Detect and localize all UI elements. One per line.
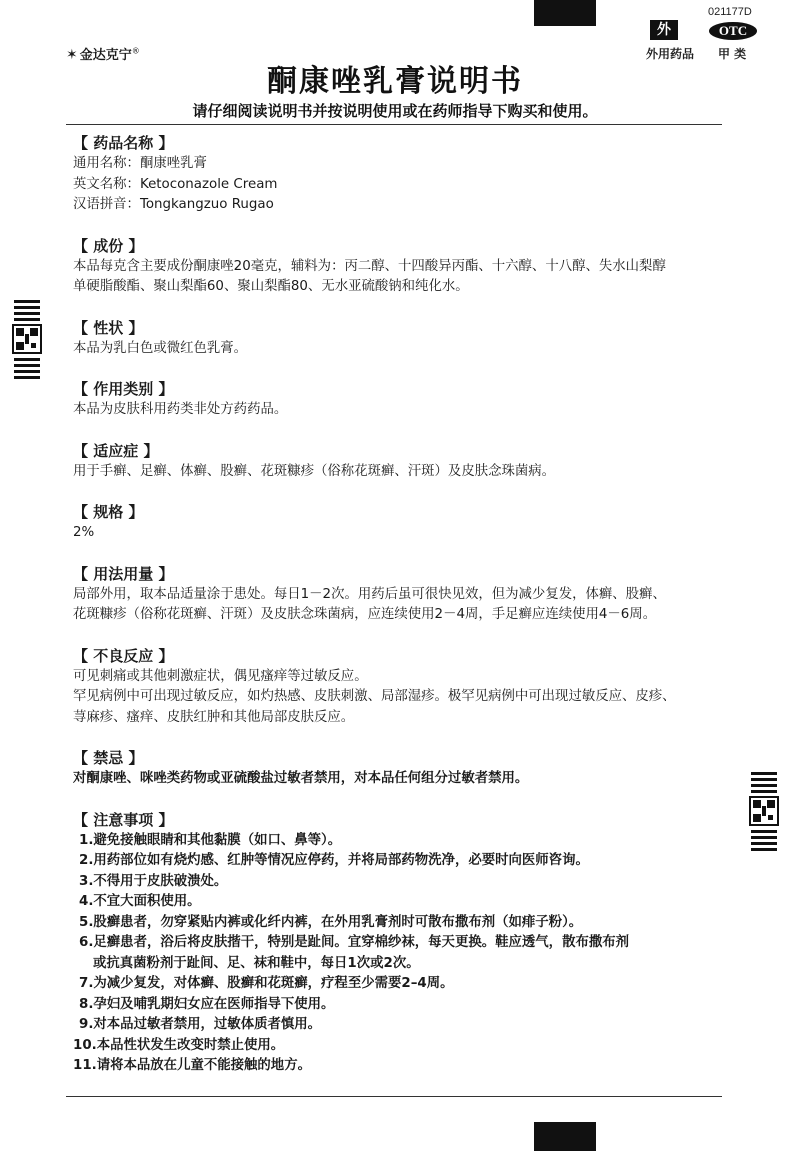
left-side-code: [14, 300, 40, 382]
text-line: 汉语拼音：Tongkangzuo Rugao: [73, 197, 274, 212]
external-use-badge: 外: [650, 20, 678, 40]
text-line: 本品每克含主要成份酮康唑20毫克，辅料为：丙二醇、十四酸异丙酯、十六醇、十八醇、失水山梨醇: [73, 258, 666, 274]
leaflet-body: [73, 132, 723, 1096]
registered-mark: ®: [131, 46, 140, 56]
page-subtitle: 请仔细阅读说明书并按说明使用或在药师指导下购买和使用。: [192, 102, 598, 120]
section-heading: 【 不良反应 】: [73, 646, 174, 665]
section-composition: [73, 235, 723, 298]
text-line: 对酮康唑、咪唑类药物或亚硫酸盐过敏者禁用，对本品任何组分过敏者禁用。: [73, 771, 529, 786]
text-line: 通用名称：酮康唑乳膏: [73, 156, 207, 171]
section-heading: 【 禁忌 】: [73, 749, 144, 767]
list-item: 4.不宜大面积使用。: [79, 894, 201, 909]
section-precautions: [73, 809, 723, 1077]
list-item: 10.本品性状发生改变时禁止使用。: [73, 1037, 285, 1053]
text-line: 局部外用，取本品适量涂于患处。每日1－2次。用药后虽可很快见效，但为减少复发，体癣、股癣、: [73, 586, 666, 602]
text-line: 单硬脂酸酯、聚山梨酯60、聚山梨酯80、无水亚硫酸钠和纯化水。: [73, 279, 469, 294]
text-line: 可见刺痛或其他刺激症状，偶见瘙痒等过敏反应。: [73, 668, 368, 684]
text-line: 用于手癣、足癣、体癣、股癣、花斑糠疹（俗称花斑癣、汗斑）及皮肤念珠菌病。: [73, 463, 556, 479]
section-heading: 【 规格 】: [73, 503, 144, 521]
qr-code-icon: [751, 798, 777, 824]
list-item: 5.股癣患者，勿穿紧贴内裤或化纤内裤，在外用乳膏剂时可散布撒布剂（如痱子粉）。: [79, 914, 583, 930]
class-a-label: 甲 类: [718, 47, 747, 61]
list-item: 3.不得用于皮肤破溃处。: [79, 873, 228, 889]
right-side-code: [751, 772, 777, 854]
brand-name: 金达克宁: [79, 48, 132, 63]
section-heading: 【 用法用量 】: [73, 564, 174, 583]
text-line: 花斑糠疹（俗称花斑癣、汗斑）及皮肤念珠菌病，应连续使用2－4周，手足癣应连续使用4－6周。: [73, 607, 657, 622]
section-adverse-reactions: [73, 645, 723, 729]
qr-code-icon: [14, 326, 40, 352]
list-item: 8.孕妇及哺乳期妇女应在医师指导下使用。: [79, 996, 335, 1012]
section-specification: [73, 501, 723, 544]
brand-star-icon: ✶: [66, 47, 78, 63]
page-title: 酮康唑乳膏说明书: [267, 64, 523, 99]
section-category: [73, 378, 723, 421]
otc-badge: OTC: [709, 22, 757, 40]
section-heading: 【 注意事项 】: [73, 810, 174, 829]
list-item: 2.用药部位如有烧灼感、红肿等情况应停药，并将局部药物洗净，必要时向医师咨询。: [79, 853, 589, 868]
list-item: 11.请将本品放在儿童不能接触的地方。: [73, 1058, 311, 1073]
bottom-divider: [66, 1096, 722, 1097]
section-heading: 【 适应症 】: [73, 441, 159, 460]
list-item: 1.避免接触眼睛和其他黏膜（如口、鼻等）。: [79, 832, 342, 848]
section-dosage: [73, 563, 723, 626]
top-divider: [66, 124, 722, 125]
external-drug-label: 外用药品: [646, 47, 695, 61]
list-item: 9.对本品过敏者禁用，过敏体质者慎用。: [79, 1017, 322, 1032]
section-heading: 【 性状 】: [73, 318, 144, 337]
section-appearance: [73, 317, 723, 360]
document-code: 021177D: [708, 6, 752, 18]
section-heading: 【 作用类别 】: [73, 380, 174, 398]
text-line: 英文名称：Ketoconazole Cream: [73, 176, 278, 192]
text-line: 2%: [73, 525, 95, 540]
section-heading: 【 药品名称 】: [73, 134, 174, 152]
text-line: 本品为乳白色或微红色乳膏。: [73, 340, 248, 356]
section-heading: 【 成份 】: [73, 236, 144, 255]
list-item: 7.为减少复发，对体癣、股癣和花斑癣，疗程至少需要2–4周。: [79, 976, 454, 991]
section-indications: [73, 440, 723, 483]
list-item-continuation: 或抗真菌粉剂于趾间、足、袜和鞋中，每日1次或2次。: [93, 955, 420, 971]
text-line: 荨麻疹、瘙痒、皮肤红肿和其他局部皮肤反应。: [73, 709, 355, 725]
section-drug-name: [73, 132, 723, 216]
top-marker: [534, 0, 596, 26]
bottom-marker: [534, 1122, 596, 1151]
text-line: 罕见病例中可出现过敏反应，如灼热感、皮肤刺激、局部湿疹。极罕见病例中可出现过敏反应、皮疹、: [73, 689, 676, 704]
text-line: 本品为皮肤科用药类非处方药药品。: [73, 402, 288, 417]
list-item: 6.足癣患者，浴后将皮肤揩干，特别是趾间。宜穿棉纱袜，每天更换。鞋应透气，散布撒布剂: [79, 935, 630, 950]
section-contraindications: [73, 747, 723, 790]
